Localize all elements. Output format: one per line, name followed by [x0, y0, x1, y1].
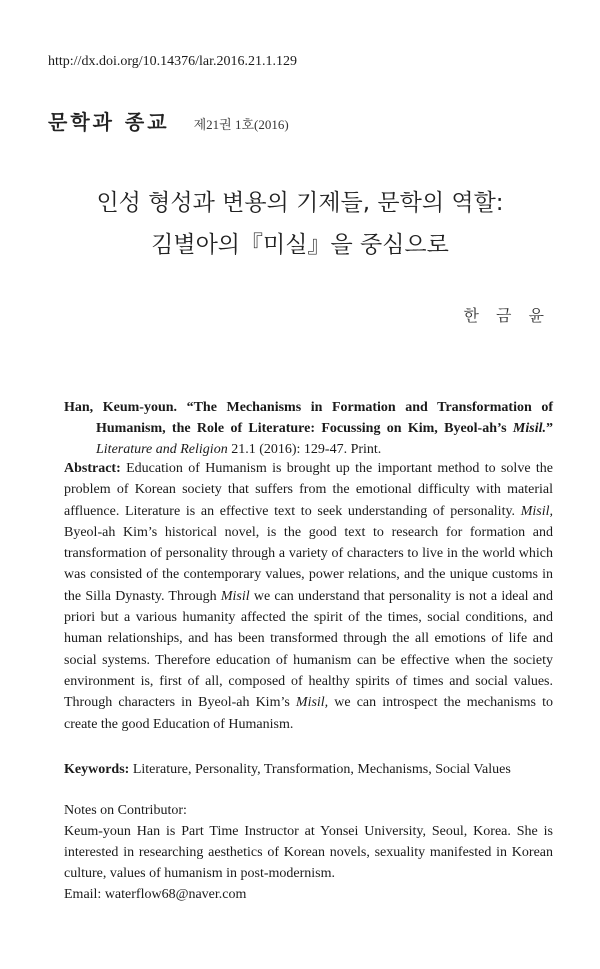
abstract-italic-3: Misil, [295, 695, 329, 711]
title-line-1: 인성 형성과 변용의 기제들, 문학의 역할: [96, 190, 504, 216]
abstract [64, 458, 553, 735]
abstract-label: Abstract: [64, 461, 121, 476]
abstract-text-3: we can understand that personality is not a ideal and priori but a various humanity affected the spirit of the times, social conditions, and human relationships, and has been transformed through the all emotions of life and social systems. Therefore education of humanism can be effective when the society environment is, first of all, composed of healthy spirits of times and social values. Through characters in Byeol-ah Kim’s [64, 588, 553, 711]
keywords [64, 762, 553, 778]
title-line-2: 김별아의『미실』을 중심으로 [151, 232, 449, 258]
citation-lead-text: Han, Keum-youn. “The Mechanisms in Formation and Transformation of Humanism, the Role of Literature: Focussing on Kim, Byeol-ah’s [64, 400, 553, 436]
citation-novel-title: Misil. [512, 421, 546, 436]
author-name: 한 금 윤 [463, 306, 550, 325]
keywords-label: Keywords: [64, 762, 130, 777]
abstract-text-2: Byeol-ah Kim’s historical novel, is the good text to research for formation and transformation of personality through a variety of characters to live in the world which was consisted of the contemporary values, power relations, and the unique customs in the Silla Dynasty. Through [64, 524, 553, 604]
journal-header [48, 106, 289, 135]
citation-quote-end: ” [546, 421, 553, 436]
notes-heading: Notes on Contributor: [64, 803, 187, 818]
citation-lead [64, 400, 553, 436]
contributor-email[interactable]: Email: waterflow68@naver.com [64, 887, 247, 902]
abstract-text-1: Education of Humanism is brought up the important method to solve the problem of Korean society that suffers from the emotional difficulty with material affluence. Literature is an effective text to seek understanding of personality. [64, 461, 553, 519]
doi-link[interactable]: http://dx.doi.org/10.14376/lar.2016.21.1.129 [48, 54, 298, 69]
keywords-text: Literature, Personality, Transformation, Mechanisms, Social Values [129, 762, 511, 777]
issue-info: 제21권 1호(2016) [193, 117, 289, 132]
abstract-italic-2: Misil [220, 588, 250, 604]
journal-name: 문학과 종교 [48, 110, 170, 134]
abstract-text-4: we can introspect the mechanisms to create the good Education of Humanism. [64, 695, 553, 732]
abstract-italic-1: Misil, [520, 503, 553, 519]
citation [64, 397, 553, 460]
article-title [0, 182, 600, 266]
citation-journal: Literature and Religion [96, 442, 228, 457]
notes-body: Keum-youn Han is Part Time Instructor at Yonsei University, Seoul, Korea. She is interested in researching aesthetics of Korean novels, sexuality manifested in Korean culture, values of humanism in post-modernism. [64, 824, 553, 881]
citation-details: 21.1 (2016): 129-47. Print. [227, 442, 382, 457]
contributor-notes [64, 800, 553, 905]
